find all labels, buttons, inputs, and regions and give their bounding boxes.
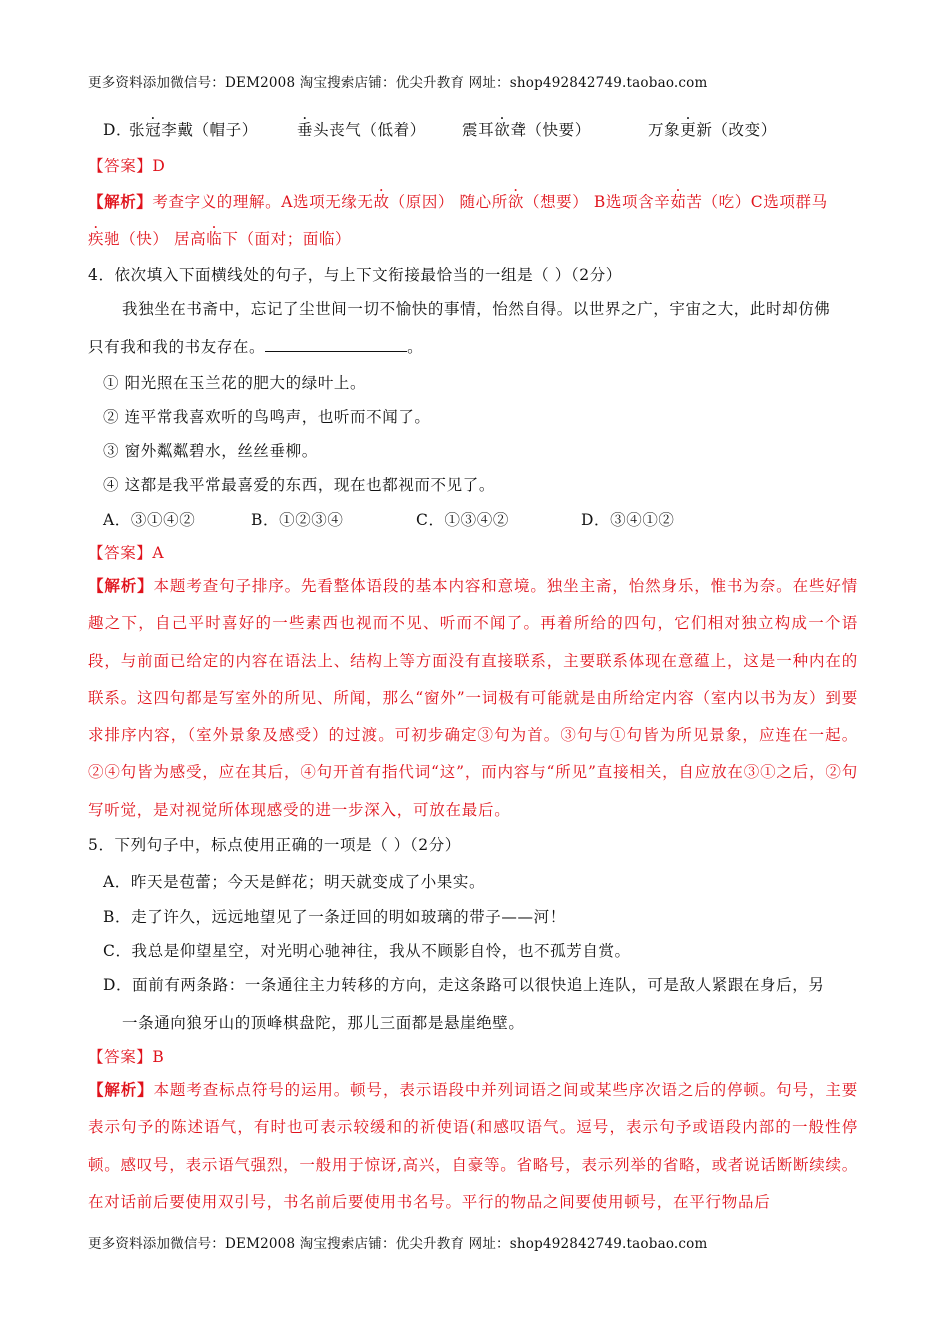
page-footer: 更多资料添加微信号：DEM2008 淘宝搜索店铺：优尖升教育 网址：shop492842749.taobao.com [88, 1236, 708, 1252]
emphasis-dot: 垂 [297, 121, 314, 139]
fill-blank [265, 337, 407, 352]
q4-sentence-4: ④ 这都是我平常最喜爱的东西，现在也都视而不见了。 [103, 476, 495, 494]
q3-option-d-item-4: 万象更新（改变） [648, 121, 777, 139]
emphasis-dot: 欲 [494, 121, 511, 139]
q4-option-b: B．①②③④ [251, 511, 344, 529]
q4-passage-line1: 我独坐在书斋中，忘记了尘世间一切不愉快的事情，怡然自得。以世界之广，宇宙之大，此时却仿佛 [122, 300, 831, 318]
q4-stem: 4．依次填入下面横线处的句子，与上下文衔接最恰当的一组是（ ）（2分） [88, 266, 622, 284]
q5-stem: 5．下列句子中，标点使用正确的一项是（ ）（2分） [88, 836, 461, 854]
q4-option-d: D．③④①② [581, 511, 675, 529]
q5-option-c: C．我总是仰望星空，对光明心驰神往，我从不顾影自怜，也不孤芳自赏。 [103, 942, 631, 960]
q5-answer: 【答案】B [88, 1048, 165, 1066]
q3-analysis-line1: 【解析】考查字义的理解。A选项无缘无故（原因） 随心所欲（想要） B选项含辛茹苦（吃）C选项群马 [88, 192, 828, 211]
q3-option-d-item-3: 震耳欲聋（快要） [462, 121, 591, 139]
q5-option-b: B．走了许久，远远地望见了一条迂回的明如玻璃的带子——河！ [103, 908, 566, 926]
emphasis-dot: 更 [680, 121, 697, 139]
q5-option-d-line2: 一条通向狼牙山的顶峰棋盘陀，那儿三面都是悬崖绝壁。 [122, 1014, 525, 1032]
q5-option-d-line1: D．面前有两条路：一条通往主力转移的方向，走这条路可以很快追上连队，可是敌人紧跟在身后，另 [103, 976, 825, 994]
q5-option-a: A．昨天是苞蕾；今天是鲜花；明天就变成了小果实。 [103, 873, 486, 891]
q3-option-d-item-2: 垂头丧气（低着） [297, 121, 426, 139]
q4-sentence-2: ② 连平常我喜欢听的鸟鸣声，也听而不闻了。 [103, 408, 431, 426]
page-header: 更多资料添加微信号：DEM2008 淘宝搜索店铺：优尖升教育 网址：shop492842749.taobao.com [88, 75, 708, 91]
q4-answer: 【答案】A [88, 544, 165, 562]
q4-option-a: A．③①④② [103, 511, 196, 529]
q4-sentence-3: ③ 窗外粼粼碧水，丝丝垂柳。 [103, 442, 318, 460]
emphasis-dot: 冠 [145, 121, 162, 139]
q3-answer: 【答案】D [88, 157, 166, 175]
q3-analysis-line2: 疾驰（快） 居高临下（面对；面临） [88, 230, 352, 248]
q3-option-d-item-1: 张冠李戴（帽子） [129, 121, 258, 139]
q4-passage-line2: 只有我和我的书友存在。 。 [88, 338, 424, 356]
q4-sentence-1: ① 阳光照在玉兰花的肥大的绿叶上。 [103, 374, 367, 392]
q4-analysis: 【解析】本题考查句子排序。先看整体语段的基本内容和意境。独坐主斋，怡然身乐，惟书为奈。在些好情趣之下，自己平时喜好的一些素西也视而不见、听而不闻了。再着所给的四句，它们相对独立构成一个语段，与前面已给定的内容在语法上、结构上等方面没有直接联系，主要联系体现在意蕴上，这是一种内在的联系。这四句都是写室外的所见、所闻，那么“窗外”一词极有可能就是由所给定内容（室内以书为友）到要求排序内容，（室外景象及感受）的过渡。可初步确定③句为首。③句与①句皆为所见景象，应连在一起。②④句皆为感受，应在其后，④句开首有指代词“这”，而内容与“所见”直接相关，自应放在③①之后，②句写听觉，是对视觉所体现感受的进一步深入，可放在最后。 [88, 576, 858, 819]
q5-analysis: 【解析】本题考查标点符号的运用。顿号，表示语段中并列词语之间或某些序次语之后的停顿。句号，主要表示句予的陈述语气，有时也可表示较缓和的祈使语(和感叹语气。逗号，表示句予或语段内部的一般性停顿。感叹号，表示语气强烈，一般用于惊讶,高兴，自豪等。省略号，表示列举的省略，或者说话断断续续。在对话前后要使用双引号，书名前后要使用书名号。平行的物品之间要使用顿号，在平行物品后 [88, 1080, 858, 1211]
q4-option-c: C．①③④② [416, 511, 509, 529]
q3-option-d-label: D． [103, 121, 133, 139]
